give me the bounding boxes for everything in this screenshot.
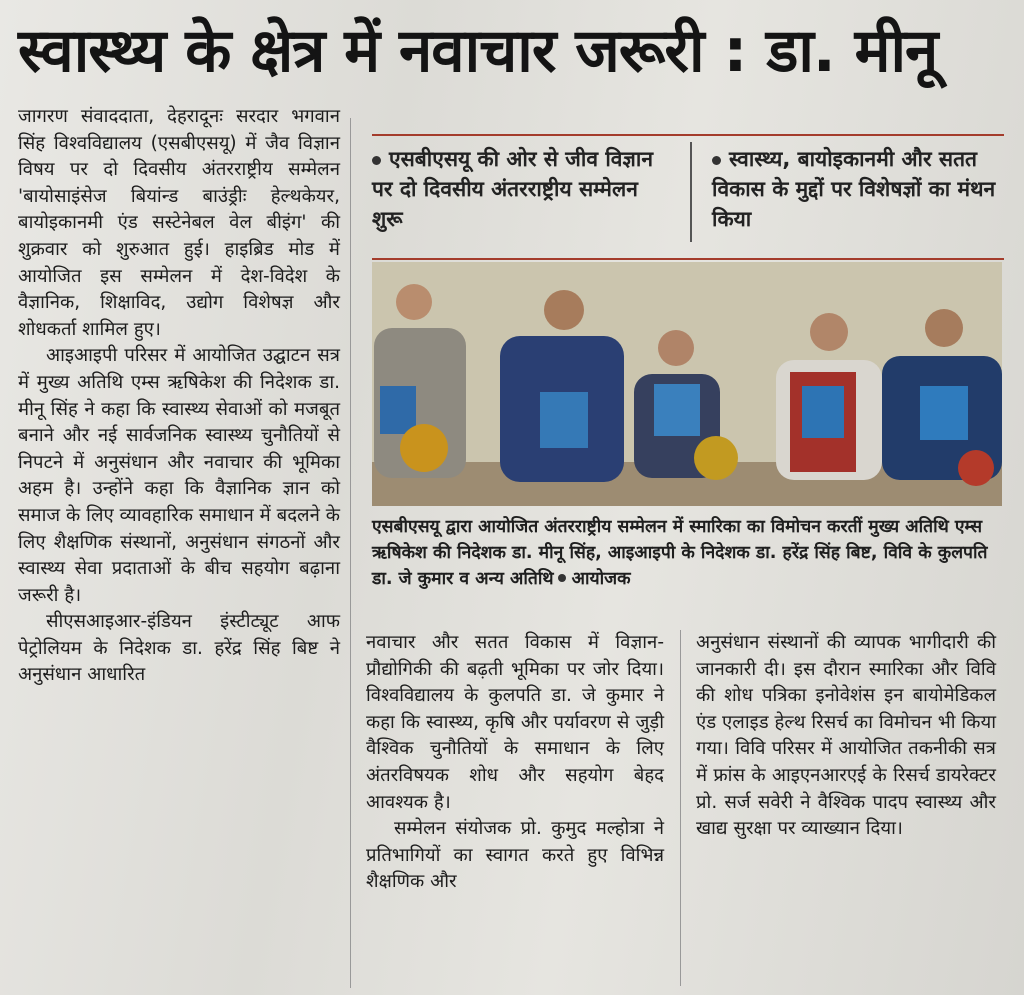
article-column-2 xyxy=(366,630,664,896)
bullet-icon xyxy=(558,574,566,582)
paragraph: नवाचार और सतत विकास में विज्ञान-प्रौद्योगिकी की बढ़ती भूमिका पर जोर दिया। विश्वविद्यालय के कुलपति डा. जे कुमार ने कहा कि स्वास्थ्य, कृषि और पर्यावरण से जुड़ी वैश्विक चुनौतियों के समाधान के लिए अंतरविषयक शोध और सहयोग बेहद आवश्यक है। xyxy=(366,632,664,813)
headline: स्वास्थ्य के क्षेत्र में नवाचार जरूरी : डा. मीनू xyxy=(18,16,938,86)
paragraph: अनुसंधान संस्थानों की व्यापक भागीदारी की जानकारी दी। इस दौरान स्मारिका और विवि की शोध पत्रिका इनोवेशंस इन बायोमेडिकल एंड एलाइड हेल्थ रिसर्च का विमोचन भी किया गया। विवि परिसर में आयोजित तकनीकी सत्र में फ्रांस के आइएनआरएई के रिसर्च डायरेक्टर प्रो. सर्ज सवेरी ने वैश्विक पादप स्वास्थ्य और खाद्य सुरक्षा पर व्याख्यान दिया। xyxy=(696,632,996,840)
deck-divider xyxy=(690,142,692,242)
paragraph: सम्मेलन संयोजक प्रो. कुमुद मल्होत्रा ने प्रतिभागियों का स्वागत करते हुए विभिन्न शैक्षणिक और xyxy=(366,818,664,893)
photo-illustration xyxy=(372,262,1002,506)
deck-text: स्वास्थ्य, बायोइकानमी और सतत विकास के मुद्दों पर विशेषज्ञों का मंथन किया xyxy=(712,147,996,231)
bullet-icon xyxy=(712,156,721,165)
paragraph: आइआइपी परिसर में आयोजित उद्घाटन सत्र में मुख्य अतिथि एम्स ऋषिकेश की निदेशक डा. मीनू सिंह ने कहा कि स्वास्थ्य सेवाओं को मजबूत बनाने और नई सार्वजनिक स्वास्थ्य चुनौतियों से निपटने में अनुसंधान और नवाचार की भूमिका अहम है। उन्होंने कहा कि वैज्ञानिक ज्ञान को समाज के लिए व्यावहारिक समाधान में बदलने के लिए शैक्षणिक संस्थानों, अनुसंधान संगठनों और स्वास्थ्य सेवा प्रदाताओं के बीच सहयोग बढ़ाना जरूरी है। xyxy=(18,345,340,606)
deck-text: एसबीएसयू की ओर से जीव विज्ञान पर दो दिवसीय अंतरराष्ट्रीय सम्मेलन शुरू xyxy=(372,147,653,231)
deck-bottom-rule xyxy=(372,258,1004,260)
photo-caption xyxy=(372,514,1002,592)
bullet-icon xyxy=(372,156,381,165)
paragraph: जागरण संवाददाता, देहरादूनः सरदार भगवान सिंह विश्वविद्यालय (एसबीएसयू) में जैव विज्ञान विषय पर दो दिवसीय अंतरराष्ट्रीय सम्मेलन 'बायोसाइंसेज बियांन्ड बाउंड्रीः हेल्थकेयर, बायोइकानमी एंड सस्टेनेबल वेल बीइंग' की शुक्रवार को शुरुआत हुई। हाइब्रिड मोड में आयोजित इस सम्मेलन में देश-विदेश के वैज्ञानिक, शिक्षाविद, उद्योग विशेषज्ञ और शोधकर्ता शामिल हुए। xyxy=(18,106,340,340)
column-divider xyxy=(680,630,681,986)
article-column-1 xyxy=(18,104,340,689)
column-divider xyxy=(350,118,351,988)
deck-item xyxy=(712,144,1012,234)
photo-credit: आयोजक xyxy=(571,569,631,589)
deck-top-rule xyxy=(372,134,1004,136)
caption-text: एसबीएसयू द्वारा आयोजित अंतरराष्ट्रीय सम्मेलन में स्मारिका का विमोचन करतीं मुख्य अतिथि एम्स ऋषिकेश की निदेशक डा. मीनू सिंह, आइआइपी के निदेशक डा. हरेंद्र सिंह बिष्ट, विवि के कुलपति डा. जे कुमार व अन्य अतिथि xyxy=(372,517,988,589)
news-photo xyxy=(372,262,1002,506)
article-column-3 xyxy=(696,630,996,843)
paragraph: सीएसआइआर-इंडियन इंस्टीट्यूट आफ पेट्रोलियम के निदेशक डा. हरेंद्र सिंह बिष्ट ने अनुसंधान आधारित xyxy=(18,611,340,686)
deck-item xyxy=(372,144,672,234)
